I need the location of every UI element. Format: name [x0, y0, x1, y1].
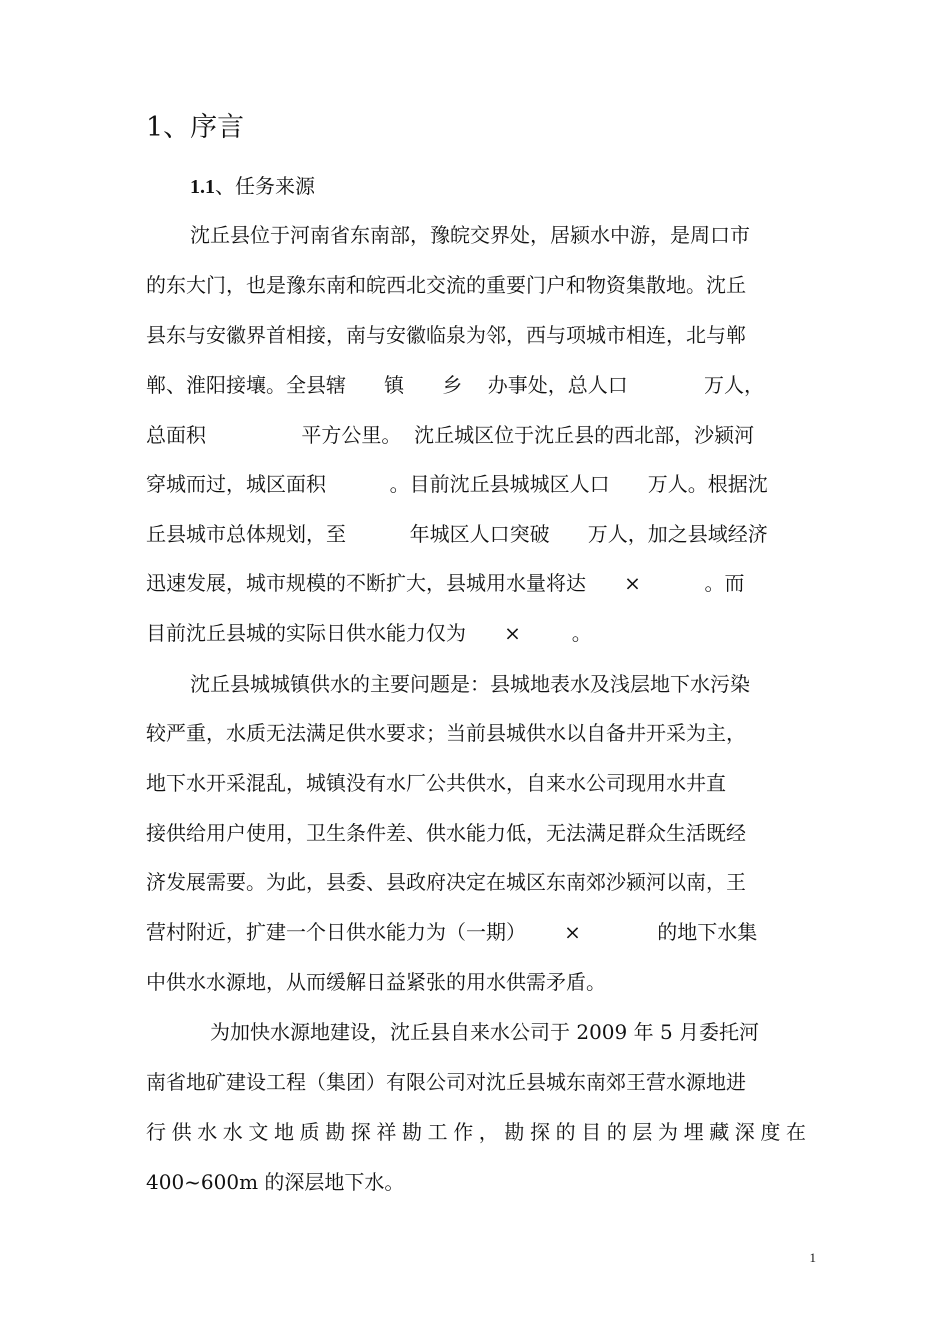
subsection-title: 、任务来源 — [215, 174, 315, 198]
paragraph-line: 沈丘县城城镇供水的主要问题是：县城地表水及浅层地下水污染 — [190, 672, 750, 696]
paragraph-line: 地下水开采混乱，城镇没有水厂公共供水，自来水公司现用水井直 — [146, 771, 726, 795]
paragraph-line: 穿城而过，城区面积 。目前沈丘县城城区人口 万人。根据沈 — [146, 472, 768, 496]
subsection-heading — [190, 170, 315, 203]
paragraph-line: 沈丘县位于河南省东南部，豫皖交界处，居颍水中游，是周口市 — [190, 223, 750, 247]
paragraph-line: 南省地矿建设工程（集团）有限公司对沈丘县城东南郊王营水源地进 — [146, 1070, 746, 1094]
paragraph-line: 较严重，水质无法满足供水要求；当前县城供水以自备井开采为主， — [146, 721, 746, 745]
paragraph-line: 迅速发展，城市规模的不断扩大，县城用水量将达 × 。而 — [146, 571, 745, 595]
paragraph-line: 郸、淮阳接壤。全县辖 镇 乡 办事处，总人口 万人， — [146, 373, 765, 397]
paragraph-line: 总面积 平方公里。 沈丘城区位于沈丘县的西北部，沙颍河 — [146, 423, 755, 447]
paragraph-line: 为加快水源地建设，沈丘县自来水公司于 2009 年 5 月委托河 — [210, 1020, 760, 1044]
paragraph-line: 的东大门，也是豫东南和皖西北交流的重要门户和物资集散地。沈丘 — [146, 273, 746, 297]
paragraph-line: 济发展需要。为此，县委、县政府决定在城区东南郊沙颍河以南，王 — [146, 870, 746, 894]
section-heading: 1、序言 — [146, 112, 245, 143]
paragraph-line: 接供给用户使用，卫生条件差、供水能力低，无法满足群众生活既经 — [146, 821, 746, 845]
paragraph-line: 中供水水源地，从而缓解日益紧张的用水供需矛盾。 — [146, 970, 606, 994]
paragraph-line: 400~600m 的深层地下水。 — [146, 1170, 405, 1194]
page-number: 1 — [809, 1250, 816, 1265]
paragraph-line: 目前沈丘县城的实际日供水能力仅为 × 。 — [146, 621, 592, 645]
subsection-number: 1.1 — [190, 176, 215, 198]
paragraph-line: 县东与安徽界首相接，南与安徽临泉为邻，西与项城市相连，北与郸 — [146, 323, 746, 347]
paragraph-line: 营村附近，扩建一个日供水能力为（一期） × 的地下水集 — [146, 920, 758, 944]
paragraph-line: 行供水水文地质勘探祥勘工作，勘探的目的层为埋藏深度在 — [146, 1120, 806, 1144]
paragraph-line: 丘县城市总体规划，至 年城区人口突破 万人，加之县域经济 — [146, 522, 768, 546]
